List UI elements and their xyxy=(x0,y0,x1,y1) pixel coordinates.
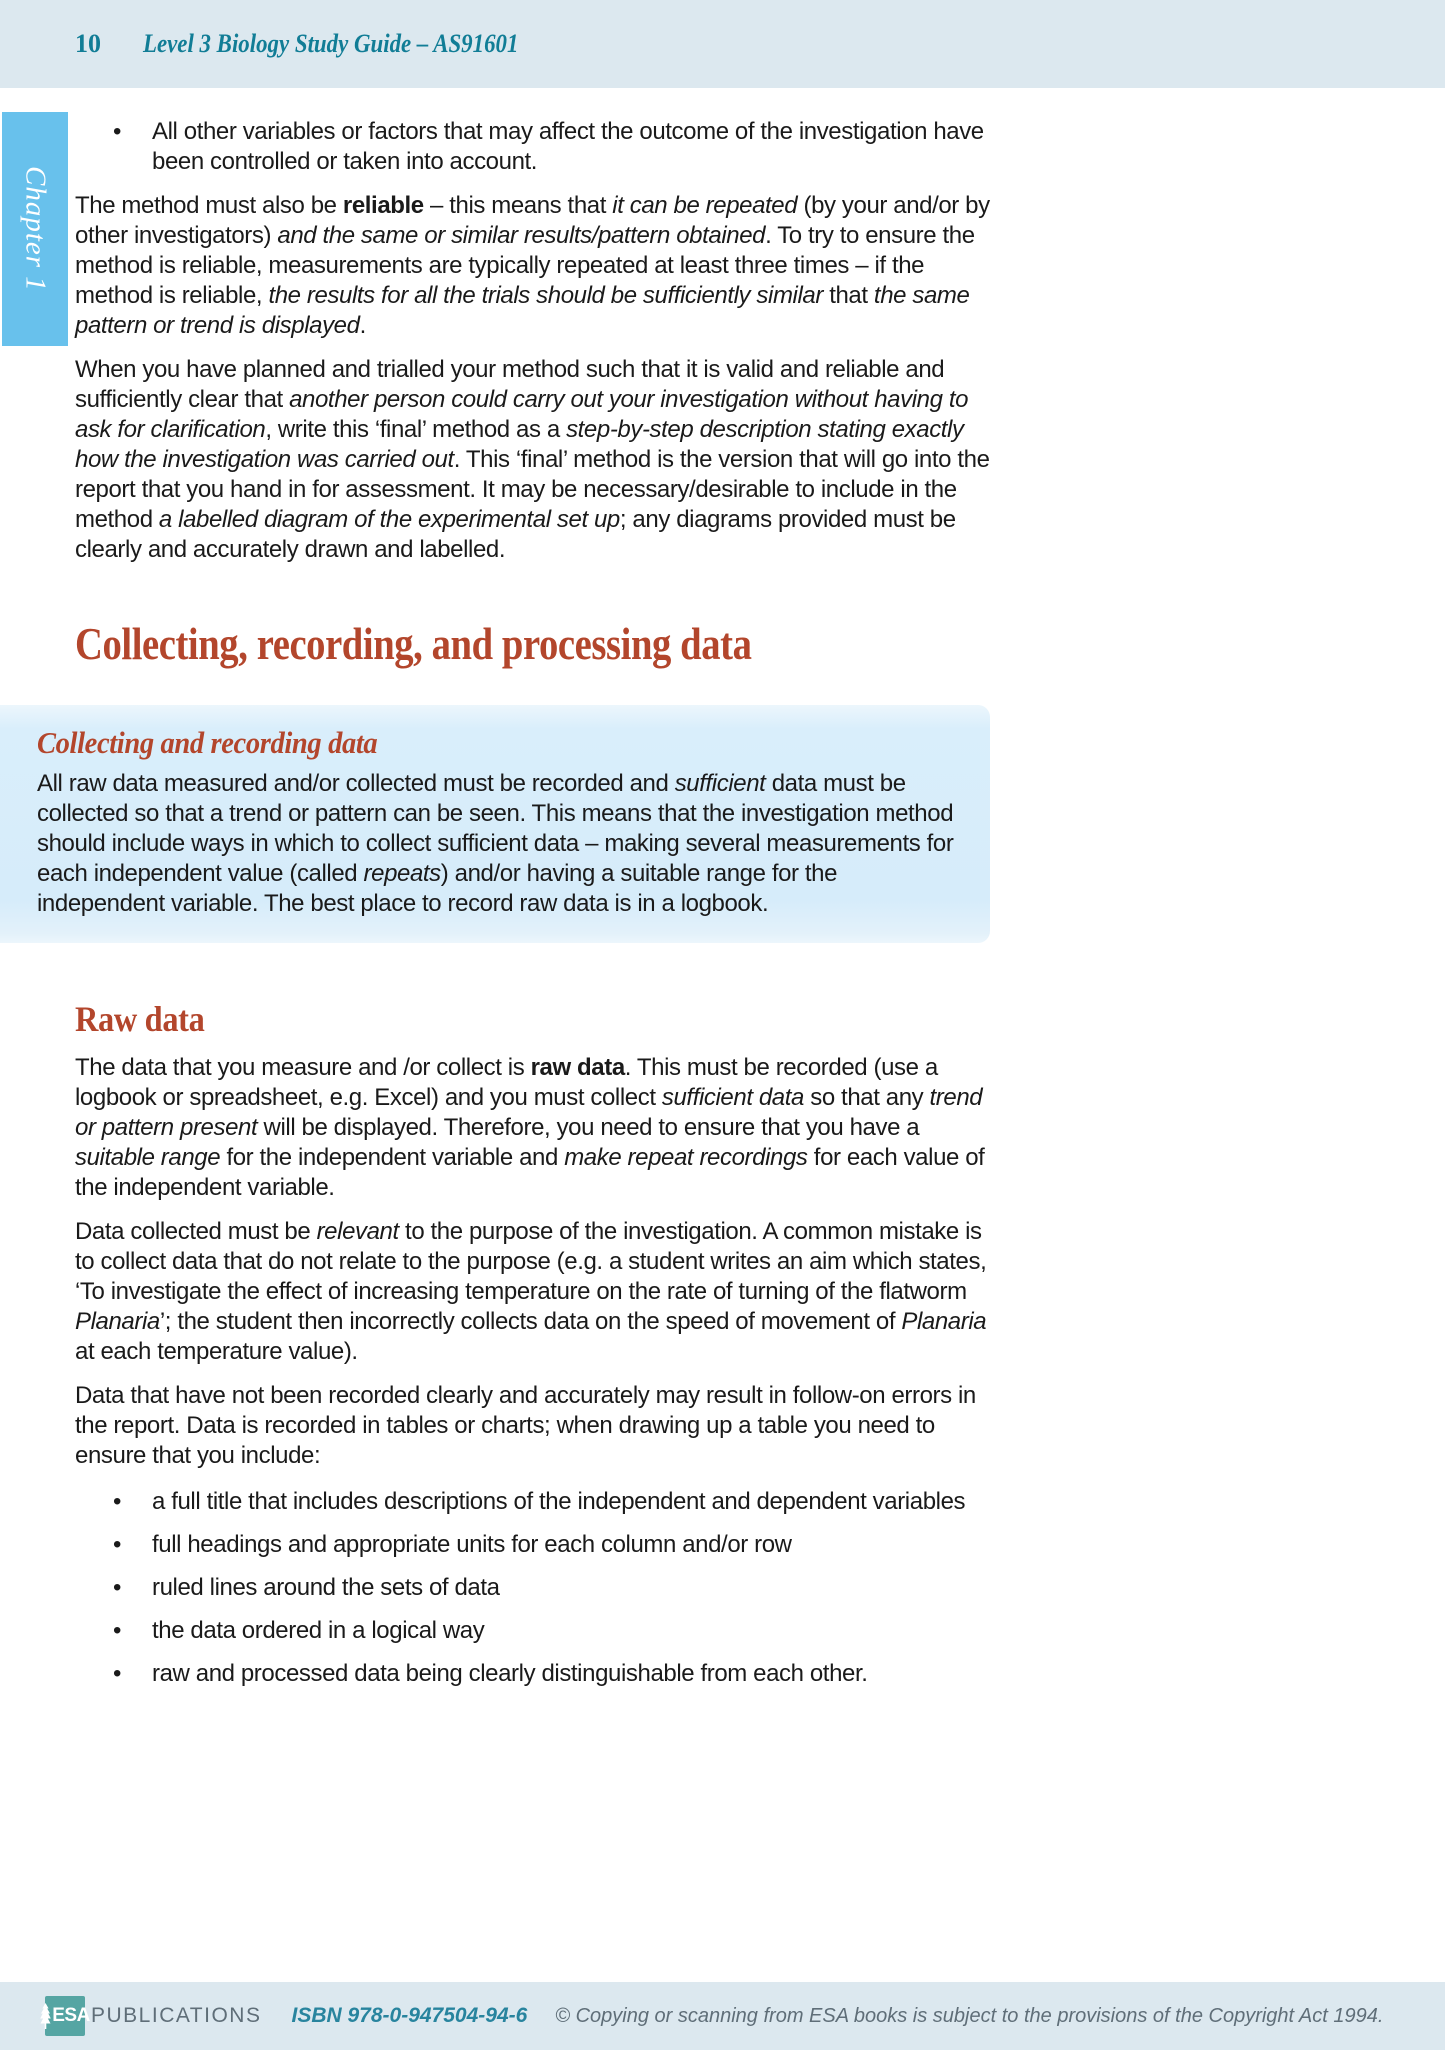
paragraph-final-method: When you have planned and trialled your method such that it is valid and reliable and sufficiently clear that another person could carry out your investigation without having to ask for clarification, write this ‘final’ method as a step-by-step description stating exactly how the investigation was carried out. This ‘final’ method is the version that will go into the report that you hand in for assessment. It may be necessary/desirable to include in the method a labelled diagram of the experimental set up; any diagrams provided must be clearly and accurately drawn and labelled. xyxy=(75,356,990,563)
page-title: Level 3 Biology Study Guide – AS91601 xyxy=(143,29,519,58)
checklist-text: the data ordered in a logical way xyxy=(152,1617,485,1644)
paragraph-recording-errors: Data that have not been recorded clearly and accurately may result in follow-on errors in the report. Data is recorded in tables or charts; when drawing up a table you need to ensure that you include: xyxy=(75,1382,976,1469)
esa-logo xyxy=(45,1996,90,2036)
esa-tree-icon xyxy=(40,2003,51,2029)
chapter-tab-label: Chapter 1 xyxy=(19,166,52,292)
callout-box xyxy=(0,705,990,943)
checklist-item xyxy=(75,1573,1005,1603)
checklist-text: a full title that includes descriptions of the independent and dependent variables xyxy=(152,1488,966,1515)
checklist-text: full headings and appropriate units for each column and/or row xyxy=(152,1531,792,1558)
intro-bullet-list xyxy=(75,117,1005,177)
checklist-text: raw and processed data being clearly distinguishable from each other. xyxy=(152,1660,868,1687)
section-heading: Collecting, recording, and processing data xyxy=(75,618,752,669)
checklist-item xyxy=(75,1487,1005,1517)
paragraph-raw-data: The data that you measure and /or collect is raw data. This must be recorded (use a logbook or spreadsheet, e.g. Excel) and you must collect sufficient data so that any trend or pattern present will be displayed. Therefore, you need to ensure that you have a suitable range for the independent variable and make repeat recordings for each value of the independent variable. xyxy=(75,1054,985,1201)
checklist-item xyxy=(75,1616,1005,1646)
page-number: 10 xyxy=(75,29,101,58)
callout-text: All raw data measured and/or collected must be recorded and sufficient data must be collected so that a trend or pattern can be seen. This means that the investigation method should include ways in which to collect sufficient data – making several measurements for each independent value (called repeats) and/or having a suitable range for the independent variable. The best place to record raw data is in a logbook. xyxy=(37,770,954,917)
copyright-notice: © Copying or scanning from ESA books is subject to the provisions of the Copyright Act 1994. xyxy=(555,2004,1384,2027)
isbn-label: ISBN 978-0-947504-94-6 xyxy=(291,2004,528,2027)
publications-label: PUBLICATIONS xyxy=(91,2004,262,2027)
page-footer xyxy=(0,1982,1445,2050)
table-checklist xyxy=(75,1487,1005,1689)
checklist-text: ruled lines around the sets of data xyxy=(152,1574,500,1601)
checklist-item xyxy=(75,1530,1005,1560)
bullet-item xyxy=(75,117,1005,177)
chapter-tab xyxy=(2,112,68,346)
esa-logo-text: ESA xyxy=(52,2005,90,2026)
page-content xyxy=(37,114,1005,1702)
raw-data-heading: Raw data xyxy=(75,999,205,1039)
callout-heading: Collecting and recording data xyxy=(37,725,378,760)
bullet-text: All other variables or factors that may affect the outcome of the investigation have been controlled or taken into account. xyxy=(152,118,984,175)
paragraph-relevant-data: Data collected must be relevant to the purpose of the investigation. A common mistake is to collect data that do not relate to the purpose (e.g. a student writes an aim which states, ‘To investigate the effect of increasing temperature on the rate of turning of the flatworm Planaria’; the student then incorrectly collects data on the speed of movement of Planaria at each temperature value). xyxy=(75,1218,987,1365)
page-header xyxy=(0,0,1445,88)
paragraph-reliable-method: The method must also be reliable – this means that it can be repeated (by your and/or by other investigators) and the same or similar results/pattern obtained. To try to ensure the method is reliable, measurements are typically repeated at least three times – if the method is reliable, the results for all the trials should be sufficiently similar that the same pattern or trend is displayed. xyxy=(75,192,990,339)
checklist-item xyxy=(75,1659,1005,1689)
